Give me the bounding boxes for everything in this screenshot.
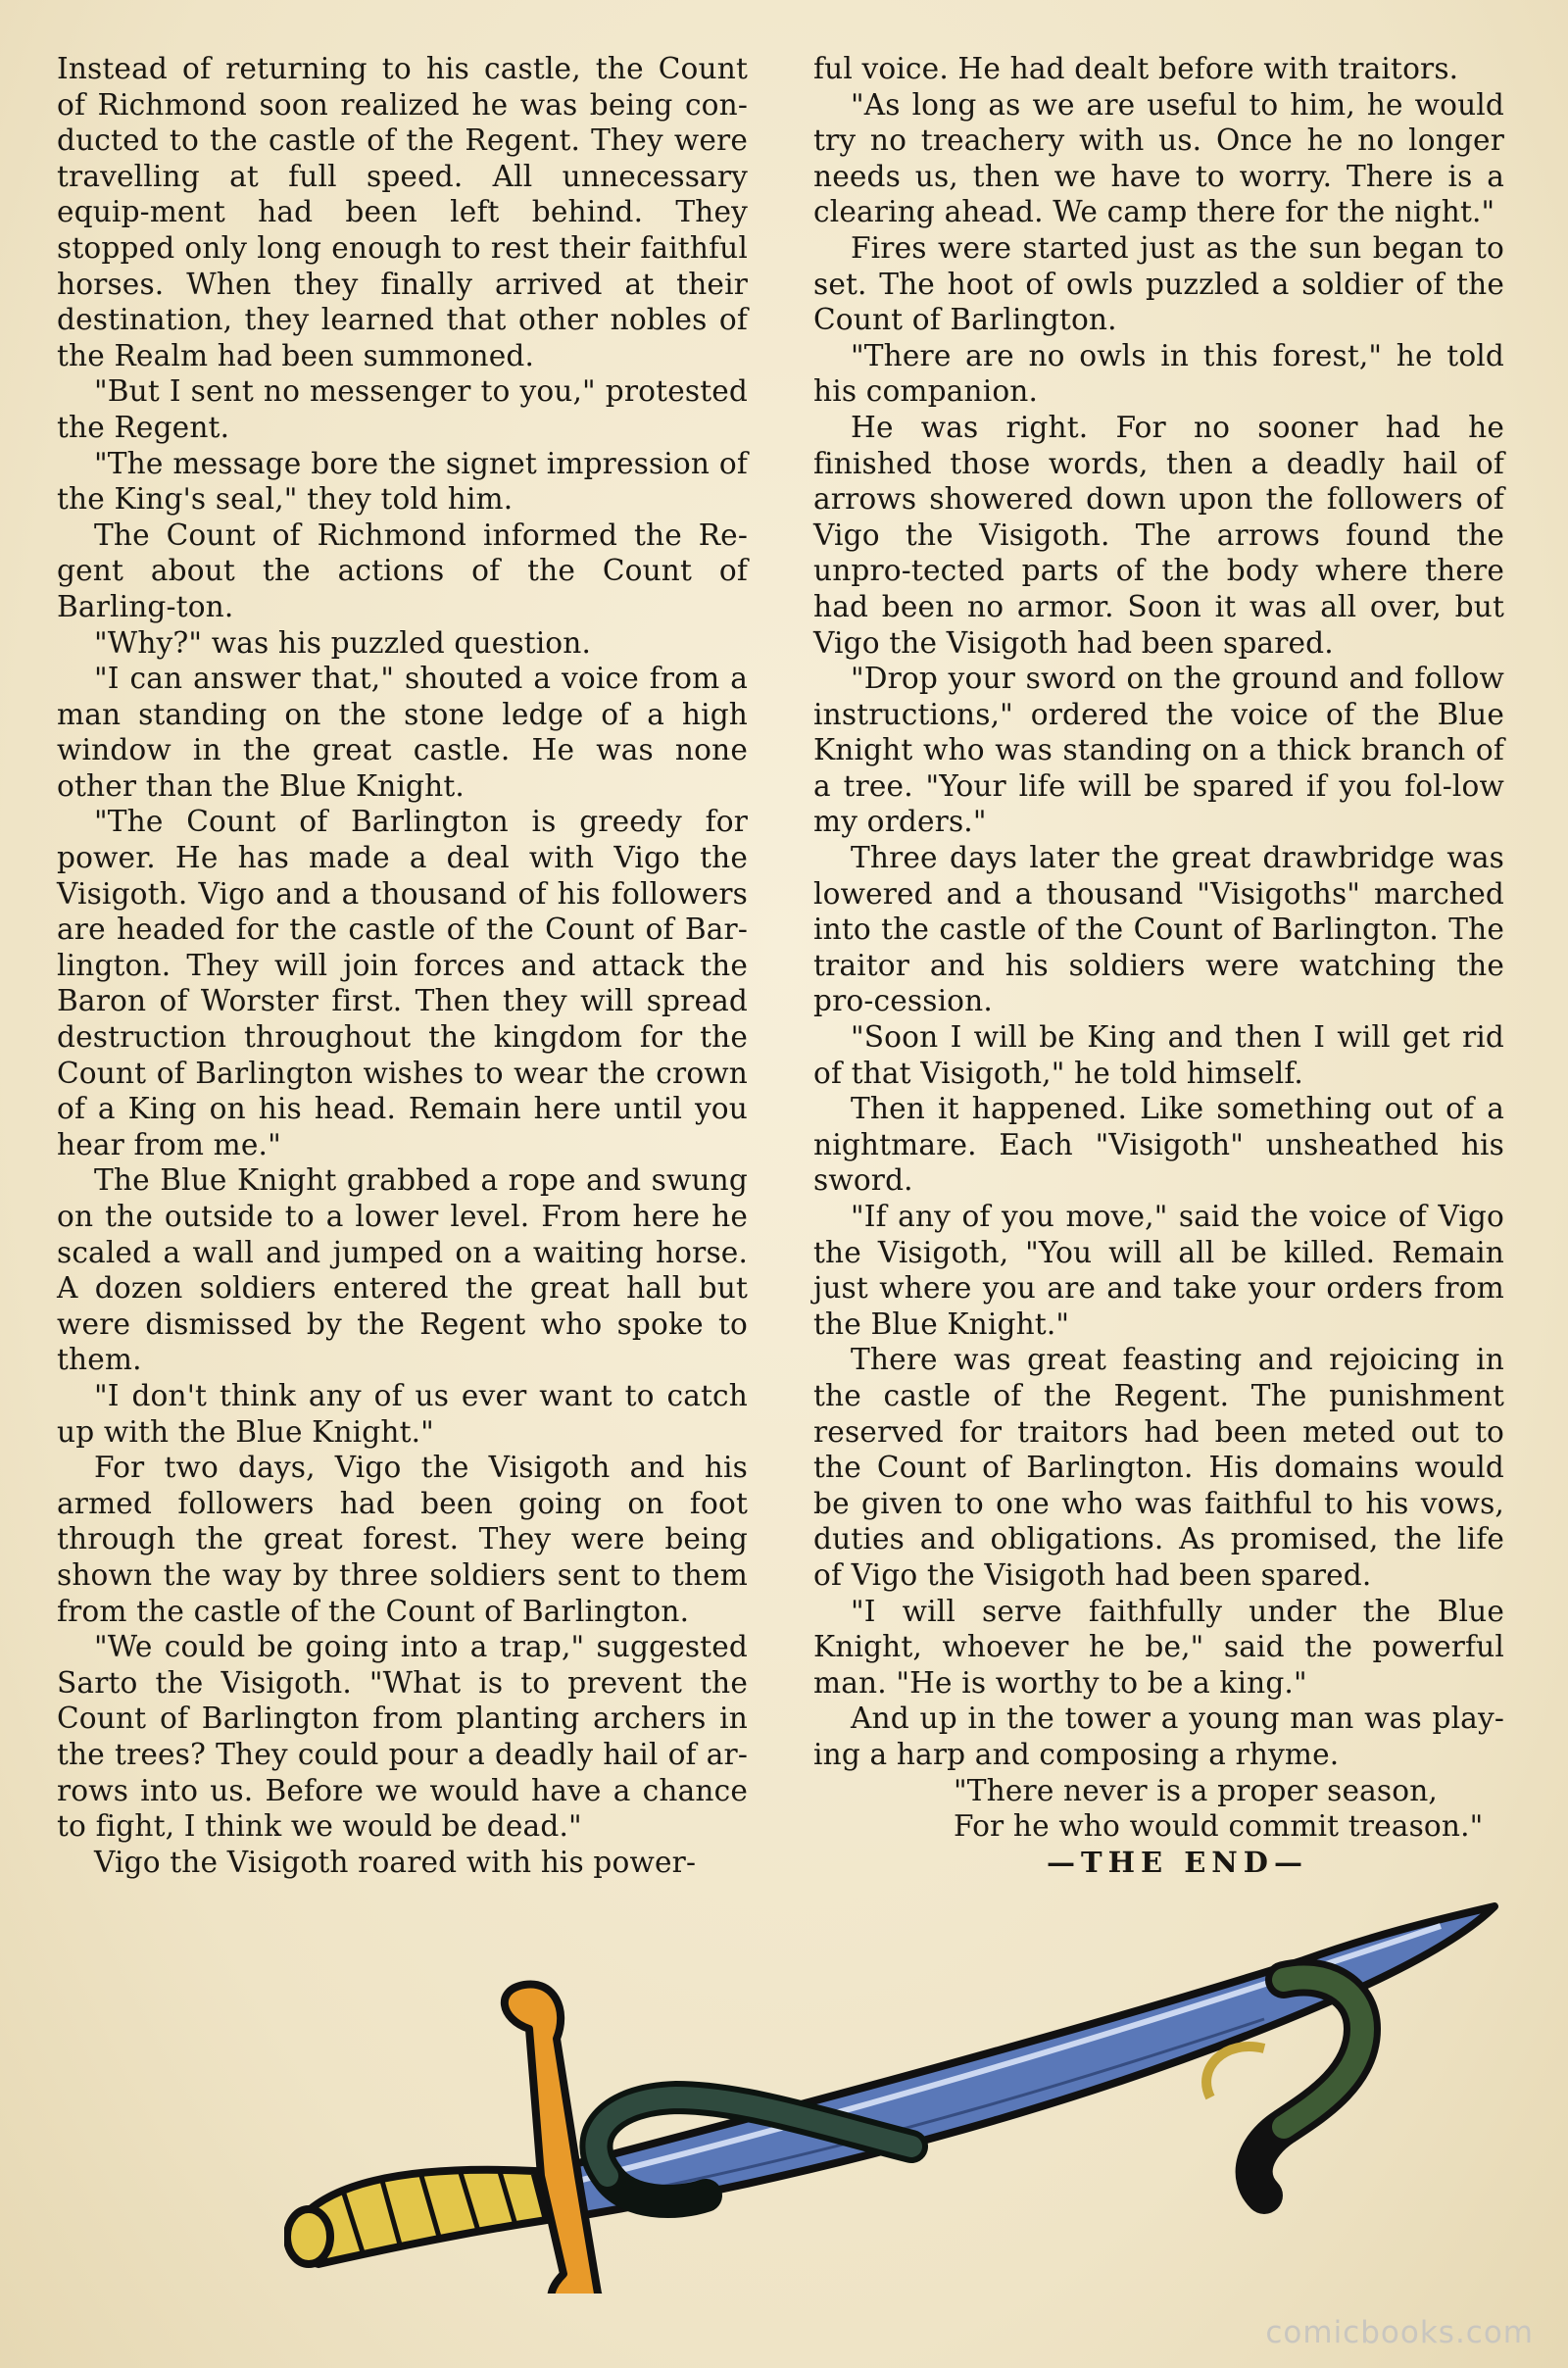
paragraph: "I don't think any of us ever want to catch up with the Blue Knight." <box>57 1378 748 1449</box>
verse-line: "There never is a proper season, <box>954 1773 1438 1807</box>
paragraph: Vigo the Visigoth roared with his power- <box>94 1845 697 1879</box>
paragraph: Fires were started just as the sun began to set. The hoot of owls puzzled a soldier of the Count of Barlington. <box>813 230 1504 337</box>
paragraph: Instead of returning to his castle, the Count of Richmond soon realized he was being con-ducted to the castle of the Regent. They were travelling at full speed. All unnecessary equip-ment had been left behind. They stopped only long enough to rest their faithful horses. When they finally arrived at their destination, they learned that other nobles of the Realm had been summoned. <box>57 52 748 372</box>
sword-illustration <box>284 1882 1548 2294</box>
paragraph: The Count of Richmond informed the Re-gent about the actions of the Count of Barling-ton. <box>57 518 748 623</box>
paragraph: "If any of you move," said the voice of Vigo the Visigoth, "You will all be killed. Remain just where you are and take your orders from the Blue Knight." <box>813 1200 1504 1341</box>
paragraph: And up in the tower a young man was play-ing a harp and composing a rhyme. <box>813 1702 1504 1771</box>
paragraph: He was right. For no sooner had he finished those words, then a deadly hail of arrows showered down upon the followers of Vigo the Visigoth. The arrows found the unpro-tected parts of the body where there had been no armor. Soon it was all over, but Vigo the Visigoth had been spared. <box>813 410 1504 660</box>
left-text-column <box>57 51 748 1880</box>
paragraph: "But I sent no messenger to you," protested the Regent. <box>57 374 748 444</box>
paragraph: "I can answer that," shouted a voice from a man standing on the stone ledge of a high window in the great castle. He was none other than the Blue Knight. <box>57 662 748 803</box>
paragraph: "The message bore the signet impression of the King's seal," they told him. <box>57 446 748 517</box>
watermark: comicbooks.com <box>1265 2315 1534 2350</box>
paragraph: There was great feasting and rejoicing in the castle of the Regent. The punishment reserved for traitors had been meted out to the Count of Barlington. His domains would be given to one who was faithful to his vows, duties and obligations. As promised, the life of Vigo the Visigoth had been spared. <box>813 1343 1504 1592</box>
paragraph: "We could be going into a trap," suggested Sarto the Visigoth. "What is to prevent the Count of Barlington from planting archers in the trees? They could pour a deadly hail of ar-rows into us. Before we would have a chance to fight, I think we would be dead." <box>57 1630 748 1844</box>
right-text-column <box>813 51 1504 1880</box>
paragraph: "As long as we are useful to him, he would try no treachery with us. Once he no longer needs us, then we have to worry. There is a clearing ahead. We camp there for the night." <box>813 87 1504 229</box>
verse-line: For he who would commit treason." <box>954 1809 1484 1844</box>
paragraph: The Blue Knight grabbed a rope and swung on the outside to a lower level. From here he scaled a wall and jumped on a waiting horse. A dozen soldiers entered the great hall but were dismissed by the Regent who spoke to them. <box>57 1163 748 1377</box>
paragraph: "Soon I will be King and then I will get rid of that Visigoth," he told himself. <box>813 1020 1504 1090</box>
paragraph: "The Count of Barlington is greedy for power. He has made a deal with Vigo the Visigoth. Vigo and a thousand of his followers are headed for the castle of the Count of Bar-lington. They will join forces and attack the Baron of Worster first. Then they will spread destruction throughout the kingdom for the Count of Barlington wishes to wear the crown of a King on his head. Remain here until you hear from me." <box>57 805 748 1161</box>
paragraph: For two days, Vigo the Visigoth and his armed followers had been going on foot through the great forest. They were being shown the way by three soldiers sent to them from the castle of the Count of Barlington. <box>57 1451 748 1628</box>
paragraph: ful voice. He had dealt before with traitors. <box>813 52 1459 85</box>
paragraph: "There are no owls in this forest," he told his companion. <box>813 338 1504 409</box>
paragraph: "I will serve faithfully under the Blue Knight, whoever he be," said the powerful man. "He is worthy to be a king." <box>813 1594 1504 1700</box>
paragraph: Then it happened. Like something out of a nightmare. Each "Visigoth" unsheathed his sword. <box>813 1092 1504 1198</box>
paragraph: Three days later the great drawbridge was lowered and a thousand "Visigoths" marched into the castle of the Count of Barlington. The traitor and his soldiers were watching the pro-cession. <box>813 841 1504 1018</box>
paragraph: "Why?" was his puzzled question. <box>94 625 592 660</box>
the-end-label: —THE END— <box>1047 1845 1308 1879</box>
paragraph: "Drop your sword on the ground and follow instructions," ordered the voice of the Blue Knight who was standing on a thick branch of a tree. "Your life will be spared if you fol-low my orders." <box>813 662 1504 839</box>
